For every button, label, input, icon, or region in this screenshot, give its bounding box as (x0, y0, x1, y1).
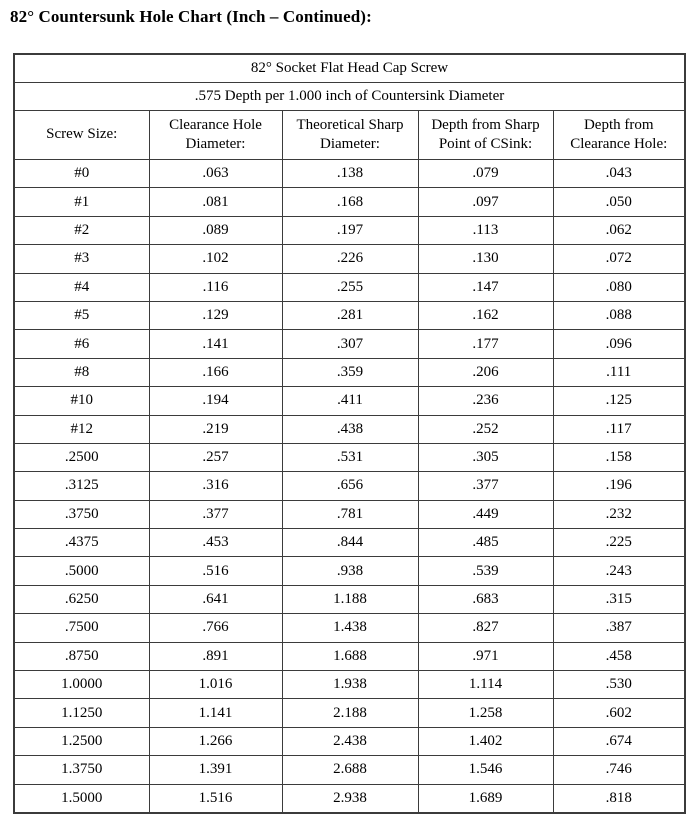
table-row (14, 756, 685, 784)
cell-clearance-hole-diameter: .219 (149, 415, 282, 443)
cell-depth-from-sharp-point: .206 (418, 358, 553, 386)
cell-screw-size: #10 (14, 387, 149, 415)
cell-clearance-hole-diameter: .081 (149, 188, 282, 216)
cell-depth-from-sharp-point: .113 (418, 216, 553, 244)
cell-screw-size: #6 (14, 330, 149, 358)
cell-screw-size: 1.1250 (14, 699, 149, 727)
table-row (14, 188, 685, 216)
table-title-row (14, 54, 685, 83)
cell-depth-from-clearance-hole: .080 (553, 273, 685, 301)
column-header-depth-from-sharp-point: Depth from Sharp Point of CSink: (418, 111, 553, 160)
cell-clearance-hole-diameter: .516 (149, 557, 282, 585)
cell-clearance-hole-diameter: .891 (149, 642, 282, 670)
cell-theoretical-sharp-diameter: 2.938 (282, 784, 418, 813)
countersunk-hole-table (13, 53, 686, 814)
cell-depth-from-clearance-hole: .243 (553, 557, 685, 585)
table-row (14, 727, 685, 755)
cell-depth-from-clearance-hole: .117 (553, 415, 685, 443)
cell-theoretical-sharp-diameter: .781 (282, 500, 418, 528)
cell-depth-from-sharp-point: .079 (418, 160, 553, 188)
cell-theoretical-sharp-diameter: 2.438 (282, 727, 418, 755)
table-title: 82° Socket Flat Head Cap Screw (14, 54, 685, 83)
cell-screw-size: .7500 (14, 614, 149, 642)
page-title: 82° Countersunk Hole Chart (Inch – Continued): (10, 7, 372, 26)
table-row (14, 160, 685, 188)
table-row (14, 642, 685, 670)
table-row (14, 387, 685, 415)
table-row (14, 557, 685, 585)
column-header-row (14, 111, 685, 160)
table-body (14, 160, 685, 813)
table-row (14, 330, 685, 358)
cell-screw-size: 1.0000 (14, 671, 149, 699)
cell-depth-from-sharp-point: .162 (418, 301, 553, 329)
cell-clearance-hole-diameter: .141 (149, 330, 282, 358)
cell-screw-size: #12 (14, 415, 149, 443)
cell-depth-from-clearance-hole: .050 (553, 188, 685, 216)
cell-depth-from-clearance-hole: .315 (553, 585, 685, 613)
table-row (14, 301, 685, 329)
column-header-clearance-hole-diameter: Clearance Hole Diameter: (149, 111, 282, 160)
cell-depth-from-clearance-hole: .072 (553, 245, 685, 273)
cell-depth-from-clearance-hole: .674 (553, 727, 685, 755)
cell-depth-from-sharp-point: 1.689 (418, 784, 553, 813)
cell-clearance-hole-diameter: .116 (149, 273, 282, 301)
cell-depth-from-clearance-hole: .232 (553, 500, 685, 528)
cell-clearance-hole-diameter: .089 (149, 216, 282, 244)
cell-clearance-hole-diameter: .102 (149, 245, 282, 273)
cell-clearance-hole-diameter: .316 (149, 472, 282, 500)
cell-theoretical-sharp-diameter: .197 (282, 216, 418, 244)
cell-screw-size: #2 (14, 216, 149, 244)
cell-clearance-hole-diameter: .641 (149, 585, 282, 613)
cell-depth-from-sharp-point: .485 (418, 529, 553, 557)
cell-clearance-hole-diameter: .257 (149, 443, 282, 471)
table-subtitle-row (14, 83, 685, 111)
cell-screw-size: .3125 (14, 472, 149, 500)
cell-screw-size: .4375 (14, 529, 149, 557)
cell-depth-from-clearance-hole: .225 (553, 529, 685, 557)
cell-depth-from-clearance-hole: .158 (553, 443, 685, 471)
cell-theoretical-sharp-diameter: .226 (282, 245, 418, 273)
cell-depth-from-clearance-hole: .818 (553, 784, 685, 813)
cell-depth-from-sharp-point: .539 (418, 557, 553, 585)
cell-depth-from-sharp-point: 1.402 (418, 727, 553, 755)
table-row (14, 614, 685, 642)
table-row (14, 273, 685, 301)
cell-theoretical-sharp-diameter: .307 (282, 330, 418, 358)
cell-depth-from-clearance-hole: .043 (553, 160, 685, 188)
cell-screw-size: #5 (14, 301, 149, 329)
table-row (14, 358, 685, 386)
cell-screw-size: 1.2500 (14, 727, 149, 755)
cell-screw-size: .6250 (14, 585, 149, 613)
cell-clearance-hole-diameter: 1.266 (149, 727, 282, 755)
cell-depth-from-sharp-point: .449 (418, 500, 553, 528)
cell-screw-size: .2500 (14, 443, 149, 471)
cell-screw-size: 1.3750 (14, 756, 149, 784)
table-row (14, 216, 685, 244)
cell-depth-from-sharp-point: .147 (418, 273, 553, 301)
cell-theoretical-sharp-diameter: .281 (282, 301, 418, 329)
cell-theoretical-sharp-diameter: .411 (282, 387, 418, 415)
column-header-screw-size: Screw Size: (14, 111, 149, 160)
cell-depth-from-sharp-point: .683 (418, 585, 553, 613)
table-row (14, 671, 685, 699)
cell-clearance-hole-diameter: .194 (149, 387, 282, 415)
table-row (14, 784, 685, 813)
cell-clearance-hole-diameter: .766 (149, 614, 282, 642)
cell-screw-size: .5000 (14, 557, 149, 585)
cell-depth-from-clearance-hole: .062 (553, 216, 685, 244)
cell-clearance-hole-diameter: .453 (149, 529, 282, 557)
cell-screw-size: .8750 (14, 642, 149, 670)
cell-clearance-hole-diameter: 1.141 (149, 699, 282, 727)
table-row (14, 500, 685, 528)
cell-depth-from-sharp-point: .971 (418, 642, 553, 670)
table-row (14, 472, 685, 500)
cell-depth-from-sharp-point: .130 (418, 245, 553, 273)
cell-screw-size: #3 (14, 245, 149, 273)
cell-depth-from-sharp-point: .305 (418, 443, 553, 471)
cell-depth-from-clearance-hole: .746 (553, 756, 685, 784)
cell-depth-from-sharp-point: .097 (418, 188, 553, 216)
table-row (14, 529, 685, 557)
cell-theoretical-sharp-diameter: .531 (282, 443, 418, 471)
cell-screw-size: #1 (14, 188, 149, 216)
cell-depth-from-clearance-hole: .096 (553, 330, 685, 358)
cell-theoretical-sharp-diameter: .138 (282, 160, 418, 188)
cell-depth-from-clearance-hole: .602 (553, 699, 685, 727)
cell-theoretical-sharp-diameter: .359 (282, 358, 418, 386)
table-row (14, 585, 685, 613)
cell-clearance-hole-diameter: 1.391 (149, 756, 282, 784)
cell-depth-from-sharp-point: 1.546 (418, 756, 553, 784)
column-header-depth-from-clearance-hole: Depth from Clearance Hole: (553, 111, 685, 160)
cell-depth-from-sharp-point: .827 (418, 614, 553, 642)
cell-screw-size: .3750 (14, 500, 149, 528)
cell-depth-from-sharp-point: .377 (418, 472, 553, 500)
cell-depth-from-sharp-point: 1.258 (418, 699, 553, 727)
cell-depth-from-clearance-hole: .530 (553, 671, 685, 699)
cell-depth-from-sharp-point: 1.114 (418, 671, 553, 699)
table-row (14, 443, 685, 471)
cell-screw-size: #0 (14, 160, 149, 188)
cell-screw-size: #4 (14, 273, 149, 301)
table-header (14, 54, 685, 160)
cell-clearance-hole-diameter: .377 (149, 500, 282, 528)
table-subtitle: .575 Depth per 1.000 inch of Countersink Diameter (14, 83, 685, 111)
cell-theoretical-sharp-diameter: 1.688 (282, 642, 418, 670)
cell-clearance-hole-diameter: .063 (149, 160, 282, 188)
cell-theoretical-sharp-diameter: 2.688 (282, 756, 418, 784)
table-row (14, 415, 685, 443)
cell-depth-from-sharp-point: .177 (418, 330, 553, 358)
cell-depth-from-clearance-hole: .111 (553, 358, 685, 386)
cell-depth-from-clearance-hole: .387 (553, 614, 685, 642)
cell-theoretical-sharp-diameter: .438 (282, 415, 418, 443)
cell-clearance-hole-diameter: 1.016 (149, 671, 282, 699)
cell-depth-from-clearance-hole: .196 (553, 472, 685, 500)
cell-theoretical-sharp-diameter: 1.938 (282, 671, 418, 699)
cell-theoretical-sharp-diameter: .168 (282, 188, 418, 216)
cell-theoretical-sharp-diameter: .255 (282, 273, 418, 301)
cell-theoretical-sharp-diameter: .938 (282, 557, 418, 585)
column-header-theoretical-sharp-diameter: Theoretical Sharp Diameter: (282, 111, 418, 160)
cell-screw-size: 1.5000 (14, 784, 149, 813)
cell-theoretical-sharp-diameter: 1.188 (282, 585, 418, 613)
cell-screw-size: #8 (14, 358, 149, 386)
cell-theoretical-sharp-diameter: .656 (282, 472, 418, 500)
cell-depth-from-sharp-point: .252 (418, 415, 553, 443)
cell-clearance-hole-diameter: 1.516 (149, 784, 282, 813)
cell-theoretical-sharp-diameter: 2.188 (282, 699, 418, 727)
cell-depth-from-clearance-hole: .458 (553, 642, 685, 670)
cell-clearance-hole-diameter: .166 (149, 358, 282, 386)
cell-clearance-hole-diameter: .129 (149, 301, 282, 329)
cell-depth-from-clearance-hole: .125 (553, 387, 685, 415)
cell-theoretical-sharp-diameter: .844 (282, 529, 418, 557)
cell-depth-from-clearance-hole: .088 (553, 301, 685, 329)
cell-depth-from-sharp-point: .236 (418, 387, 553, 415)
table-row (14, 245, 685, 273)
cell-theoretical-sharp-diameter: 1.438 (282, 614, 418, 642)
table-row (14, 699, 685, 727)
